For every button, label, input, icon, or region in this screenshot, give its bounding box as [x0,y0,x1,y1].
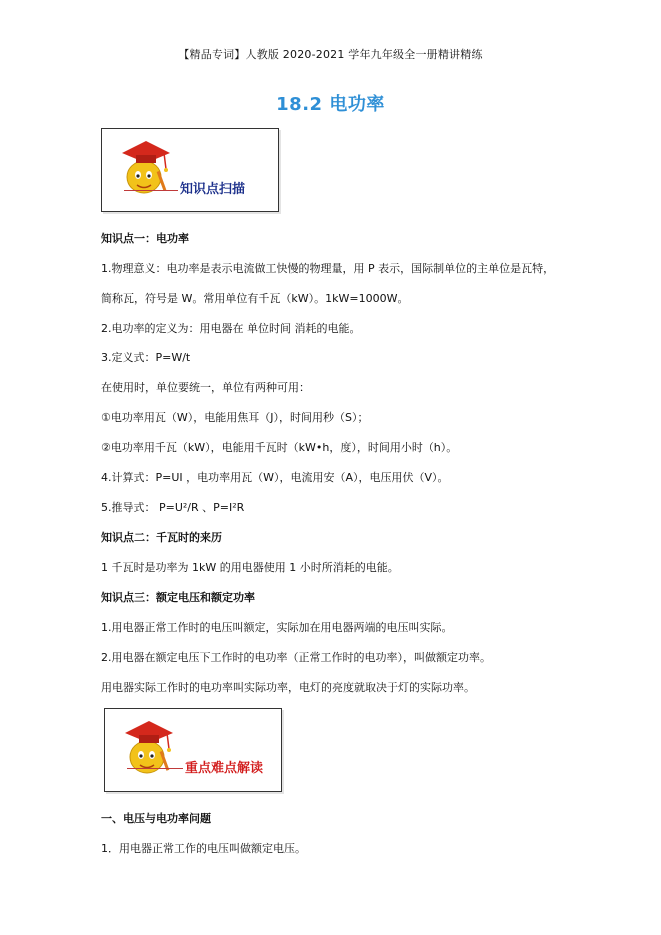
text-line: 用电器实际工作时的电功率叫实际功率，电灯的亮度就取决于灯的实际功率。 [101,681,475,694]
text-line: 在使用时，单位要统一，单位有两种可用： [101,381,310,394]
banner-label: 知识点扫描 [180,182,246,197]
text-line: 1.物理意义：电功率是表示电流做工快慢的物理量，用 P 表示，国际制单位的主单位是瓦特， [101,262,555,275]
text-line: 2.电功率的定义为：用电器在 单位时间 消耗的电能。 [101,322,361,335]
text-line: 简称瓦，符号是 W。常用单位有千瓦（kW）。1kW=1000W。 [101,292,409,305]
page-title: 18.2 电功率 [276,94,385,115]
text-line: 5.推导式： P=U²/R 、P=I²R [101,501,245,514]
text-line: ①电功率用瓦（W），电能用焦耳（J），时间用秒（S）； [101,411,369,424]
key-difficulty-banner [104,708,282,792]
text-line: 1．用电器正常工作的电压叫做额定电压。 [101,842,306,855]
knowledge-scan-banner [101,128,279,212]
banner-label: 重点难点解读 [185,761,264,776]
text-line: 2.用电器在额定电压下工作时的电功率（正常工作时的电功率），叫做额定功率。 [101,651,491,664]
section-heading-2: 知识点二：千瓦时的来历 [101,531,222,544]
section-heading-4: 一、电压与电功率问题 [101,812,211,825]
text-line: 1 千瓦时是功率为 1kW 的用电器使用 1 小时所消耗的电能。 [101,561,399,574]
section-heading-3: 知识点三：额定电压和额定功率 [101,591,255,604]
section-heading-1: 知识点一：电功率 [101,232,189,245]
graduate-mascot-icon [119,715,179,779]
page-header: 【精品专词】人教版 2020-2021 学年九年级全一册精讲精练 [178,48,483,61]
text-line: 1.用电器正常工作时的电压叫额定，实际加在用电器两端的电压叫实际。 [101,621,453,634]
text-line: ②电功率用千瓦（kW），电能用千瓦时（kW•h，度），时间用小时（h）。 [101,441,458,454]
text-line: 3.定义式：P=W/t [101,351,191,364]
text-line: 4.计算式：P=UI ，电功率用瓦（W），电流用安（A），电压用伏（V）。 [101,471,449,484]
